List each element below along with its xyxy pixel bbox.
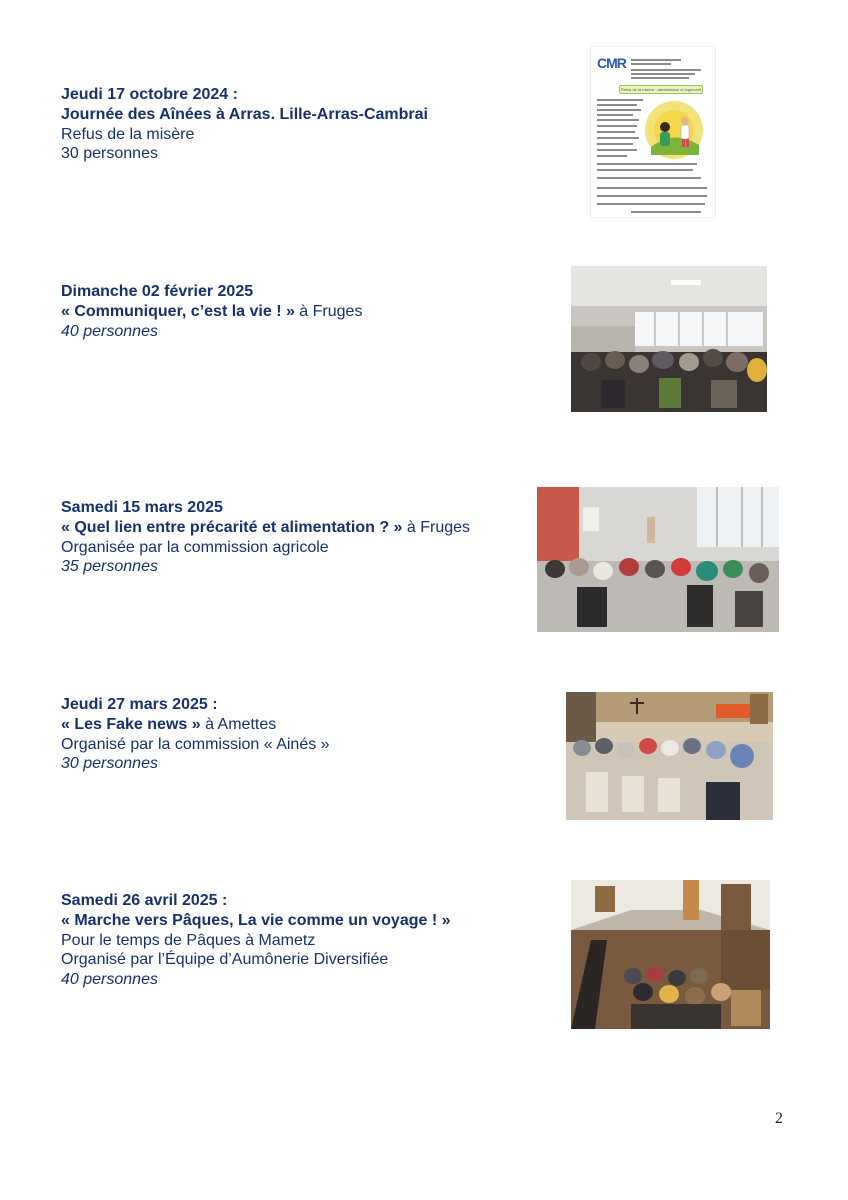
event-1 xyxy=(61,85,428,164)
event-5-subtitle: Pour le temps de Pâques à Mametz xyxy=(61,931,316,949)
event-2-title: « Communiquer, c’est la vie ! » xyxy=(61,302,295,320)
event-5-date: Samedi 26 avril 2025 : xyxy=(61,892,228,909)
event-5-title: « Marche vers Pâques, La vie comme un voyage ! » xyxy=(61,911,451,929)
event-5-attendance: 40 personnes xyxy=(61,971,158,989)
event-3-attendance: 35 personnes xyxy=(61,558,158,576)
event-1-subtitle: Refus de la misère xyxy=(61,125,195,143)
event-3-photo xyxy=(537,487,779,632)
event-5 xyxy=(61,891,451,990)
event-3-date: Samedi 15 mars 2025 xyxy=(61,499,223,516)
event-1-title: Journée des Aînées à Arras. Lille-Arras-Cambrai xyxy=(61,105,428,123)
event-5-photo xyxy=(571,880,770,1029)
event-2 xyxy=(61,282,362,341)
event-2-photo xyxy=(571,266,767,412)
event-3-organizer: Organisée par la commission agricole xyxy=(61,538,329,556)
event-2-location: à Fruges xyxy=(294,302,363,320)
event-1-attendance: 30 personnes xyxy=(61,145,158,163)
event-5-organizer: Organisé par l’Équipe d’Aumônerie Diversifiée xyxy=(61,951,389,969)
page-number: 2 xyxy=(775,1110,783,1127)
event-4-photo xyxy=(566,692,773,820)
event-4-attendance: 30 personnes xyxy=(61,755,158,773)
event-3 xyxy=(61,498,470,577)
flyer-banner: Refus de la misère : alimentation et logement xyxy=(620,87,702,92)
event-4-location: à Amettes xyxy=(200,715,277,733)
event-1-flyer-image xyxy=(590,46,716,218)
event-2-attendance: 40 personnes xyxy=(61,322,158,340)
event-3-location: à Fruges xyxy=(402,518,471,536)
flyer-logo: CMR xyxy=(597,55,626,71)
event-1-date: Jeudi 17 octobre 2024 : xyxy=(61,86,238,103)
event-4 xyxy=(61,695,330,774)
event-4-title: « Les Fake news » xyxy=(61,715,201,733)
event-3-title: « Quel lien entre précarité et alimentation ? » xyxy=(61,518,403,536)
event-4-organizer: Organisé par la commission « Ainés » xyxy=(61,735,330,753)
event-2-date: Dimanche 02 février 2025 xyxy=(61,283,254,300)
flyer-illustration xyxy=(641,99,707,161)
event-4-date: Jeudi 27 mars 2025 : xyxy=(61,696,218,713)
